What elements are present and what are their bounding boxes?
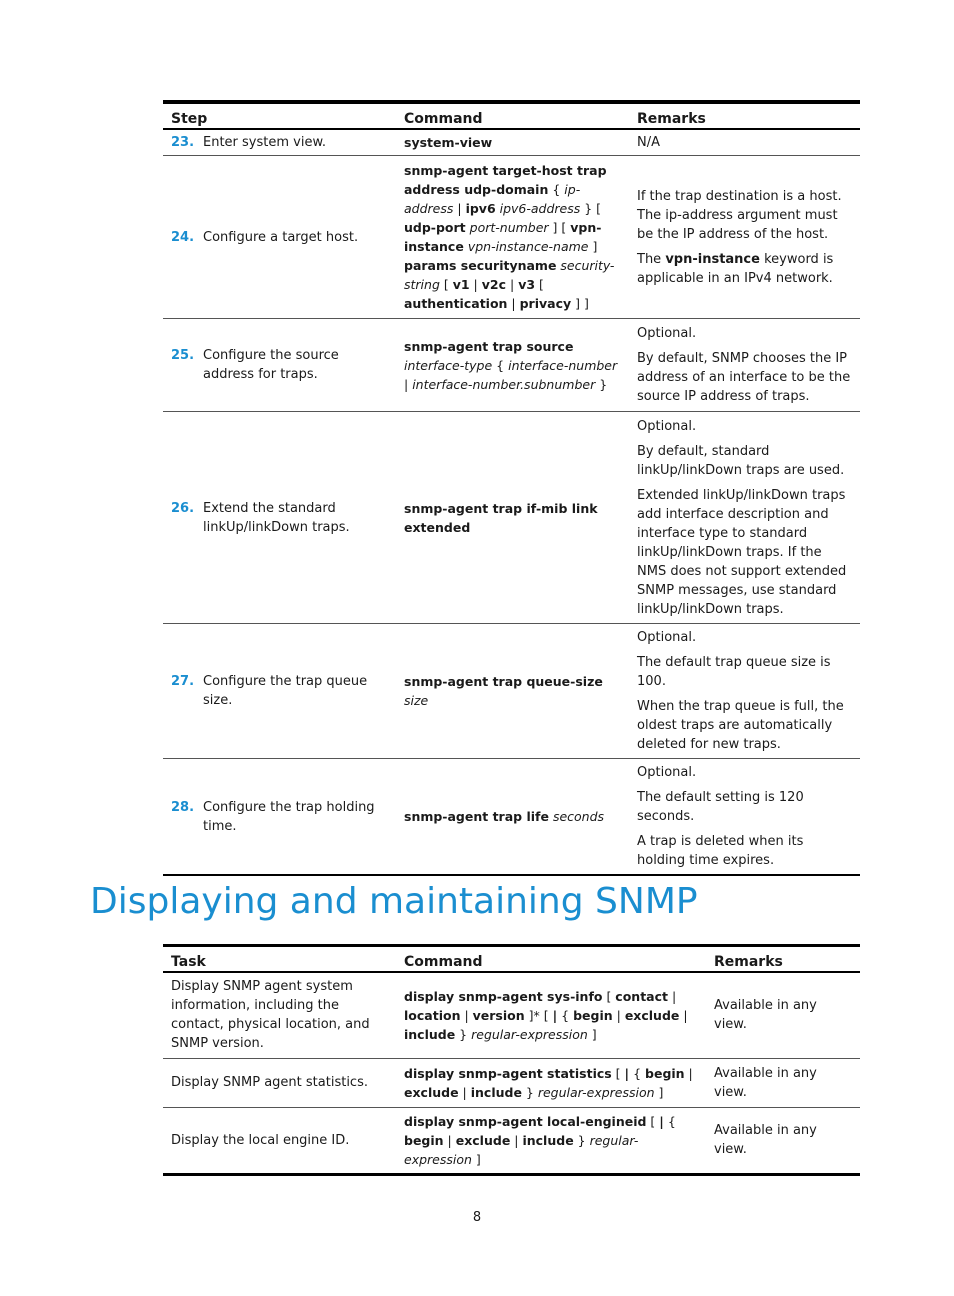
section-title: Displaying and maintaining SNMP (90, 881, 698, 922)
command-syntax: | (612, 1007, 625, 1023)
remark-paragraph: Optional. (637, 630, 697, 645)
table-row (163, 319, 860, 412)
command-syntax: | (469, 277, 482, 292)
command-keyword: location (404, 1007, 461, 1023)
remark-paragraph: The default trap queue size is 100. (637, 655, 831, 689)
command-cell (396, 972, 706, 1058)
command-keyword: display snmp-agent local-engineid (404, 1113, 647, 1129)
remark-paragraph (637, 250, 852, 288)
command-cell (396, 759, 629, 876)
command-argument: ipv6-address (499, 201, 581, 216)
command-cell (396, 319, 629, 412)
remark-paragraph: The default setting is 120 seconds. (637, 790, 804, 824)
command-syntax: ]* [ (524, 1007, 553, 1023)
command-syntax: } [ (580, 201, 602, 216)
table-row (163, 624, 860, 759)
command-argument: seconds (552, 809, 605, 824)
command-syntax: } (521, 1084, 538, 1100)
command-syntax: | (443, 1132, 456, 1148)
command-keyword: snmp-agent trap source (404, 338, 574, 354)
table-row (163, 972, 860, 1058)
command-keyword: authentication (404, 296, 508, 311)
header-remarks: Remarks (706, 946, 860, 973)
step-cell (171, 672, 388, 710)
step-number: 25. (171, 348, 195, 363)
step-cell (171, 228, 388, 247)
command-syntax: The (637, 251, 666, 267)
command-syntax: { (629, 1065, 646, 1081)
step-cell-container (163, 759, 396, 876)
table-row (163, 412, 860, 624)
step-number: 24. (171, 229, 195, 245)
command-keyword: snmp-agent trap life (404, 809, 549, 824)
step-number: 23. (171, 135, 195, 150)
command-keyword: snmp-agent trap queue-size (404, 674, 603, 689)
step-number: 27. (171, 674, 195, 689)
maintenance-table (163, 944, 860, 1176)
command-syntax: ] (471, 1151, 481, 1167)
step-cell-container (163, 624, 396, 759)
command-keyword: display snmp-agent sys-info (404, 988, 603, 1004)
step-cell-container (163, 412, 396, 624)
step-description: Configure the trap holding time. (203, 799, 375, 834)
command-syntax: | (679, 1007, 688, 1023)
command-keyword: include (522, 1132, 574, 1148)
remark-paragraph: N/A (637, 135, 660, 150)
command-keyword: | (624, 1065, 630, 1081)
command-syntax: | (684, 1065, 693, 1081)
command-keyword: exclude (404, 1084, 459, 1100)
command-syntax: | (460, 1007, 473, 1023)
command-keyword: include (404, 1026, 456, 1042)
command-argument: port-number (469, 220, 549, 235)
remarks-cell: Available in any view. (714, 1123, 817, 1157)
step-description: Configure the trap queue size. (203, 674, 368, 708)
command-keyword: begin (404, 1132, 444, 1148)
command-syntax: | (458, 1084, 471, 1100)
remarks-cell (629, 319, 860, 412)
command-keyword: snmp-agent trap if-mib link extended (404, 500, 598, 535)
task-cell: Display SNMP agent statistics. (163, 1058, 396, 1107)
command-keyword: include (470, 1084, 522, 1100)
step-cell (171, 499, 388, 537)
command-argument: regular-expression (404, 1132, 639, 1167)
command-syntax: | (510, 1132, 523, 1148)
table-row (163, 759, 860, 876)
step-description: Configure the source address for traps. (203, 348, 339, 382)
command-syntax: ] (587, 1026, 597, 1042)
table-row (163, 1058, 860, 1107)
command-syntax: } (455, 1026, 472, 1042)
step-cell (171, 346, 388, 384)
command-syntax: ] ] (571, 296, 589, 311)
command-syntax: { (557, 1007, 574, 1023)
command-keyword: exclude (455, 1132, 511, 1148)
command-keyword: version (472, 1007, 525, 1023)
command-cell (396, 624, 629, 759)
remark-paragraph: Optional. (637, 765, 697, 780)
remark-paragraph: By default, standard linkUp/linkDown traps are used. (637, 443, 845, 478)
command-keyword: contact (615, 988, 668, 1004)
command-syntax: | (668, 988, 677, 1004)
steps-table-header (163, 102, 860, 129)
header-step: Step (163, 102, 396, 129)
command-syntax: | (453, 201, 466, 216)
command-keyword: v3 (518, 277, 536, 292)
maintenance-table-header (163, 946, 860, 973)
command-argument: ip-address (404, 182, 581, 216)
step-number: 26. (171, 500, 195, 516)
command-keyword: params securityname (404, 258, 557, 273)
command-keyword: vpn-instance (665, 251, 760, 267)
command-syntax: ] (588, 239, 598, 254)
command-keyword: ipv6 (465, 201, 496, 216)
remark-paragraph: Extended linkUp/linkDown traps add interface description and interface type to standard linkUp/linkDown traps. If the NMS does not support extended SNMP messages, use standard linkUp/linkDown traps. (637, 487, 847, 617)
command-keyword: udp-port (404, 220, 466, 235)
step-cell-container (163, 129, 396, 156)
command-syntax: If the trap destination is a host. The ip-address argument must be the IP address of the host. (637, 188, 842, 242)
header-remarks: Remarks (629, 102, 860, 129)
step-cell (171, 798, 388, 836)
step-cell (171, 133, 388, 152)
command-syntax: [ (611, 1065, 625, 1081)
table-row (163, 156, 860, 319)
step-cell-container (163, 156, 396, 319)
command-syntax: keyword is applicable in an IPv4 network. (637, 251, 834, 286)
command-syntax: | (507, 296, 520, 311)
command-keyword: privacy (519, 296, 572, 311)
command-cell (396, 412, 629, 624)
command-argument: size (404, 693, 429, 708)
command-argument: interface-number (508, 357, 618, 373)
command-cell (396, 156, 629, 319)
task-cell: Display SNMP agent system information, including the contact, physical location, and SNMP version. (163, 972, 396, 1058)
command-keyword: v2c (481, 277, 507, 292)
command-keyword: | (552, 1007, 558, 1023)
command-syntax: { (548, 182, 565, 197)
step-cell-container (163, 319, 396, 412)
remark-paragraph: By default, SNMP chooses the IP address of an interface to be the source IP address of traps. (637, 351, 851, 404)
header-task: Task (163, 946, 396, 973)
command-argument: interface-number.subnumber (412, 376, 596, 392)
step-number: 28. (171, 799, 195, 815)
command-syntax: [ (439, 277, 453, 292)
command-syntax: [ (646, 1113, 660, 1129)
table-row (163, 1107, 860, 1174)
table-row (163, 129, 860, 156)
command-argument: regular-expression (471, 1026, 588, 1042)
step-description: Enter system view. (203, 135, 327, 150)
command-argument: interface-type (404, 357, 493, 373)
command-keyword: display snmp-agent statistics (404, 1065, 612, 1081)
command-cell (396, 1058, 706, 1107)
command-argument: security-string (404, 258, 615, 292)
remarks-cell (629, 156, 860, 319)
page-number: 8 (472, 1210, 482, 1225)
remarks-cell (629, 759, 860, 876)
step-description: Extend the standard linkUp/linkDown traps. (203, 500, 350, 535)
command-cell (396, 129, 629, 156)
command-keyword: snmp-agent target-host trap address udp-domain (404, 163, 607, 197)
step-description: Configure a target host. (203, 229, 359, 245)
header-command: Command (396, 946, 706, 973)
command-keyword: begin (645, 1065, 685, 1081)
steps-table (163, 100, 860, 876)
remark-paragraph: A trap is deleted when its holding time expires. (637, 834, 804, 868)
command-syntax: ] [ (548, 220, 571, 235)
command-syntax: [ (535, 277, 544, 292)
header-command: Command (396, 102, 629, 129)
remark-paragraph (637, 187, 852, 244)
remarks-cell (629, 624, 860, 759)
command-syntax: { (492, 357, 509, 373)
command-syntax: | (506, 277, 519, 292)
command-syntax: [ (602, 988, 616, 1004)
remark-paragraph: Optional. (637, 326, 697, 341)
command-syntax: } (573, 1132, 590, 1148)
remark-paragraph: Optional. (637, 418, 697, 434)
remarks-cell: Available in any view. (706, 972, 860, 1058)
command-keyword: system-view (404, 135, 493, 150)
task-cell: Display the local engine ID. (171, 1132, 350, 1148)
remarks-cell (629, 129, 860, 156)
command-syntax: ] (654, 1084, 664, 1100)
command-syntax: { (663, 1113, 676, 1129)
command-keyword: exclude (624, 1007, 680, 1023)
command-keyword: | (659, 1113, 664, 1129)
remarks-cell (629, 412, 860, 624)
remarks-cell: Available in any view. (706, 1058, 860, 1107)
remark-paragraph: When the trap queue is full, the oldest traps are automatically deleted for new traps. (637, 699, 844, 752)
command-syntax: } (595, 376, 608, 392)
command-keyword: v1 (452, 277, 470, 292)
command-keyword: vpn-instance (404, 220, 602, 254)
command-keyword: begin (573, 1007, 613, 1023)
command-cell (396, 1107, 706, 1174)
command-syntax: | (404, 376, 413, 392)
command-argument: vpn-instance-name (467, 239, 589, 254)
command-argument: regular-expression (537, 1084, 655, 1100)
